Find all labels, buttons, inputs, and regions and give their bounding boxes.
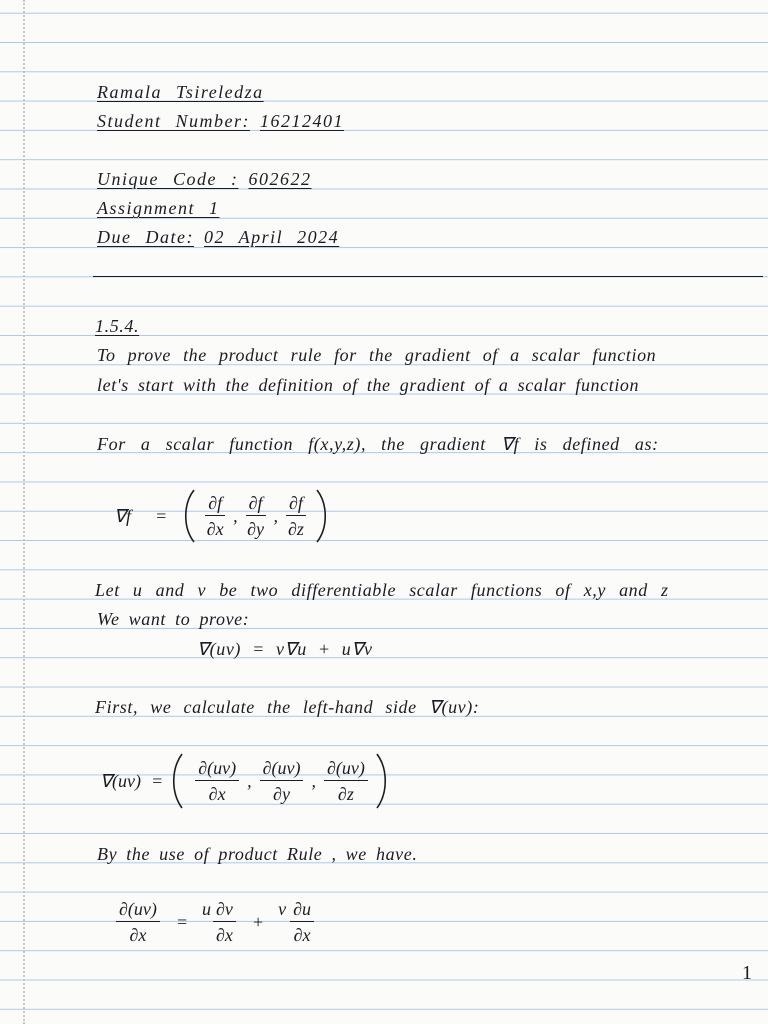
product-rule-statement: ∇(uv) = v∇u + u∇v [197, 639, 373, 659]
perforated-edge [23, 0, 25, 1024]
first-line: First, we calculate the left-hand side ∇(uv): [95, 697, 480, 717]
gradient-uv-symbol: ∇(uv) [100, 770, 142, 791]
page-number: 1 [742, 962, 752, 984]
plus-sign: + [251, 911, 265, 932]
unique-code-row [97, 169, 311, 189]
comma: , [273, 505, 279, 526]
left-parenthesis [169, 752, 185, 810]
left-parenthesis-stroke [174, 754, 182, 808]
left-parenthesis [181, 488, 197, 544]
intro-line-2: let's start with the definition of the gradient of a scalar function [97, 375, 640, 395]
unique-code-label: Unique Code : [97, 169, 239, 189]
denominator: ∂x [206, 519, 224, 539]
denominator: ∂x [208, 784, 226, 804]
gradient-f-symbol: ∇f [114, 505, 132, 526]
comma: , [247, 770, 252, 791]
student-number-label: Student Number: [97, 111, 250, 131]
intro-line-1: To prove the product rule for the gradient of a scalar function [97, 345, 657, 365]
divider [93, 276, 763, 277]
right-parenthesis-stroke [317, 490, 325, 542]
fraction-duv-dz [324, 757, 368, 805]
student-number-row [97, 111, 344, 131]
right-parenthesis [314, 488, 330, 544]
denominator: ∂y [273, 784, 290, 804]
unique-code-value: 602622 [248, 169, 312, 189]
definition-line: For a scalar function f(x,y,z), the gradient ∇f is defined as: [97, 434, 659, 454]
numerator: ∂(uv) [116, 898, 160, 922]
equals-sign: = [175, 911, 189, 932]
numerator: ∂f [205, 492, 225, 516]
product-rule-line: By the use of product Rule , we have. [97, 844, 418, 864]
numerator: ∂(uv) [195, 757, 239, 781]
fraction-dv-dx [213, 898, 236, 946]
gradient-definition-equation [114, 488, 330, 544]
equals-sign: = [155, 505, 168, 526]
denominator: ∂x [293, 925, 311, 945]
numerator: ∂u [290, 898, 314, 922]
fraction-duv-dx [116, 898, 160, 946]
equals-sign: = [151, 770, 164, 791]
numerator: ∂v [213, 898, 236, 922]
fraction-duv-dx [195, 757, 239, 805]
comma: , [311, 770, 316, 791]
numerator: ∂(uv) [324, 757, 368, 781]
denominator: ∂x [129, 925, 147, 945]
denominator: ∂y [247, 519, 264, 539]
question-number: 1.5.4. [95, 316, 140, 336]
numerator: ∂f [246, 492, 266, 516]
want-line: We want to prove: [97, 609, 250, 629]
left-parenthesis-stroke [186, 490, 194, 542]
coefficient-u: u [202, 899, 212, 919]
numerator: ∂f [286, 492, 306, 516]
coefficient-v: v [278, 899, 287, 919]
fraction-duv-dy [260, 757, 304, 805]
partial-x-equation [114, 898, 316, 946]
due-date-label: Due Date: [97, 227, 194, 247]
due-date-value: 02 April 2024 [203, 227, 340, 247]
student-name: Ramala Tsireledza [97, 82, 264, 102]
assignment-title: Assignment 1 [97, 198, 220, 218]
denominator: ∂x [216, 925, 233, 945]
fraction-df-dx [205, 492, 225, 540]
fraction-du-dx [290, 898, 314, 946]
denominator: ∂z [288, 519, 304, 539]
lhs-gradient-equation [100, 752, 390, 810]
right-parenthesis [374, 752, 390, 810]
numerator: ∂(uv) [260, 757, 304, 781]
denominator: ∂z [337, 784, 354, 804]
fraction-df-dy [246, 492, 266, 540]
student-number-value: 16212401 [259, 111, 344, 131]
due-date-row [97, 227, 339, 247]
comma: , [233, 505, 238, 526]
right-parenthesis-stroke [377, 754, 385, 808]
fraction-df-dz [286, 492, 306, 540]
let-line: Let u and v be two differentiable scalar functions of x,y and z [95, 580, 669, 600]
